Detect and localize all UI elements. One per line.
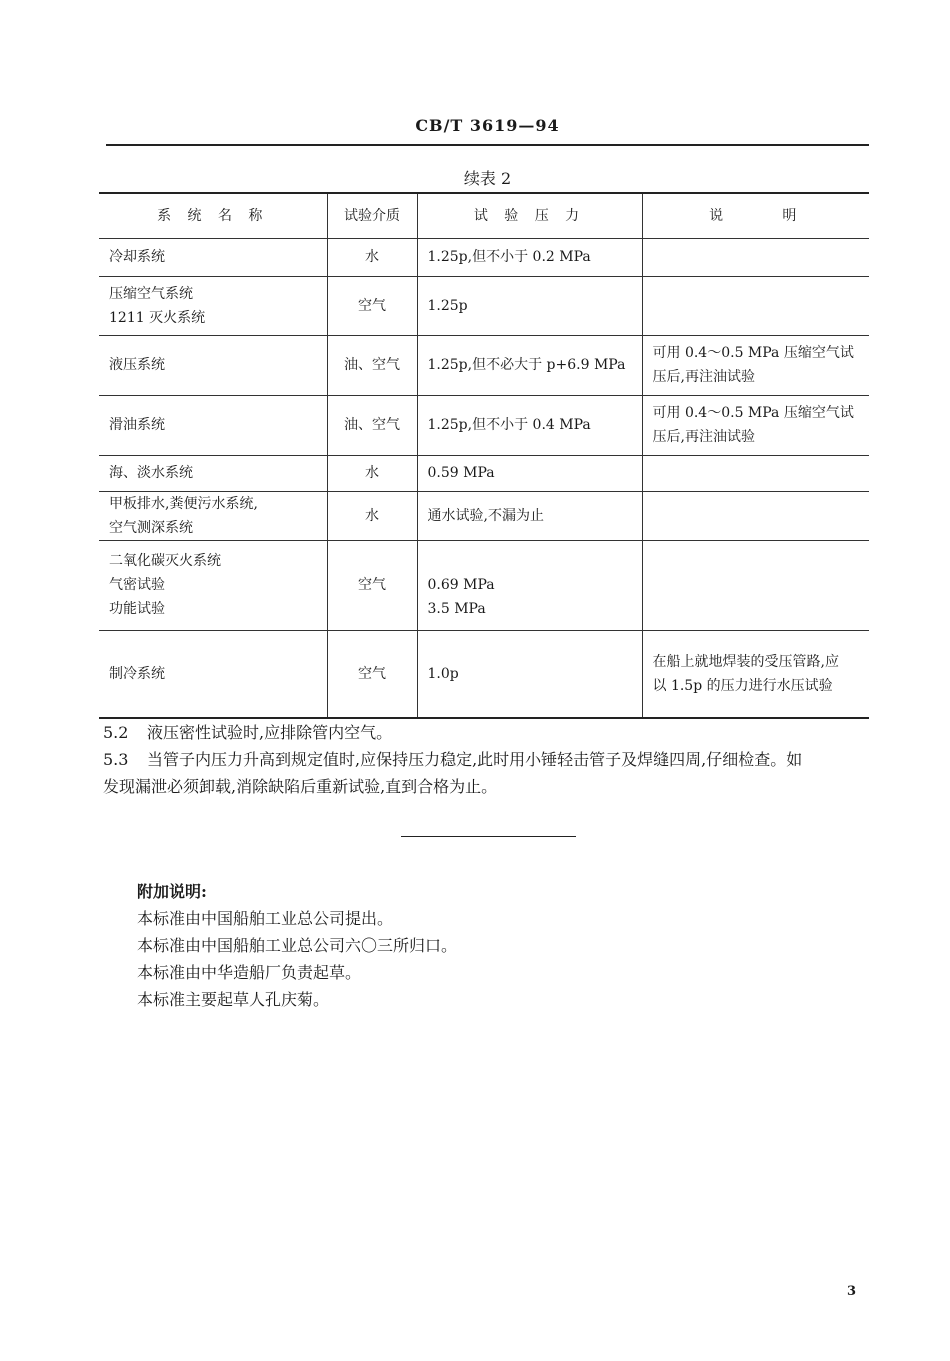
addendum-line: 本标准主要起草人孔庆菊。 xyxy=(137,990,330,1009)
medium-cell: 空气 xyxy=(327,276,417,335)
note-line: 以 1.5p 的压力进行水压试验 xyxy=(652,677,833,694)
note-cell xyxy=(642,455,869,491)
table-row xyxy=(99,540,869,630)
addendum-line: 本标准由中华造船厂负责起草。 xyxy=(137,963,362,982)
table-header-row xyxy=(99,193,869,238)
column-header-medium: 试验介质 xyxy=(327,193,417,238)
clause-text: 液压密性试验时,应排除管内空气。 xyxy=(147,723,393,742)
system-name: 压缩空气系统 xyxy=(109,285,193,302)
medium-cell: 油、空气 xyxy=(327,335,417,395)
pressure-value: 1.0p xyxy=(427,665,459,682)
system-cell xyxy=(99,395,327,455)
system-name: 海、淡水系统 xyxy=(109,465,193,481)
system-name: 制冷系统 xyxy=(109,665,165,682)
pressure-cell xyxy=(417,276,642,335)
pressure-value: 1.25p xyxy=(427,297,468,314)
table-row xyxy=(99,395,869,455)
pressure-value: 1.25p,但不小于 0.4 MPa xyxy=(427,417,591,433)
addendum-line: 本标准由中国船舶工业总公司六〇三所归口。 xyxy=(137,936,458,955)
system-cell xyxy=(99,276,327,335)
note-header-part: 明 xyxy=(782,207,803,224)
standard-code: CB/T 3619—94 xyxy=(415,116,560,135)
pressure-cell xyxy=(417,395,642,455)
note-line: 可用 0.4～0.5 MPa 压缩空气试 xyxy=(652,405,854,421)
pressure-cell xyxy=(417,455,642,491)
system-name: 1211 灭火系统 xyxy=(109,309,206,326)
medium-cell: 空气 xyxy=(327,630,417,718)
note-line: 可用 0.4～0.5 MPa 压缩空气试 xyxy=(652,345,854,361)
note-cell xyxy=(642,276,869,335)
system-cell xyxy=(99,238,327,276)
table-row xyxy=(99,491,869,540)
system-name: 气密试验 xyxy=(109,577,165,593)
pressure-value: 0.69 MPa xyxy=(427,577,495,593)
system-name: 空气测深系统 xyxy=(109,519,193,536)
header-rule xyxy=(106,144,869,146)
note-cell xyxy=(642,335,869,395)
note-line: 压后,再注油试验 xyxy=(652,429,755,445)
pressure-cell xyxy=(417,491,642,540)
clause-number: 5.3 xyxy=(103,750,129,769)
table-row xyxy=(99,276,869,335)
note-cell xyxy=(642,238,869,276)
note-cell xyxy=(642,395,869,455)
system-cell xyxy=(99,540,327,630)
note-header-part: 说 xyxy=(709,207,730,224)
note-cell xyxy=(642,491,869,540)
table-caption: 续表 2 xyxy=(463,169,512,188)
medium-cell: 水 xyxy=(327,455,417,491)
addendum xyxy=(137,878,457,1013)
pressure-test-table xyxy=(99,192,869,719)
pressure-value xyxy=(428,549,632,573)
table-row xyxy=(99,238,869,276)
page-number: 3 xyxy=(847,1284,857,1299)
pressure-cell xyxy=(417,238,642,276)
system-name: 甲板排水,粪便污水系统, xyxy=(109,495,258,512)
system-name: 功能试验 xyxy=(109,601,165,617)
clause-text: 当管子内压力升高到规定值时,应保持压力稳定,此时用小锤轻击管子及焊缝四周,仔细检查。如 xyxy=(147,750,803,769)
table-row xyxy=(99,455,869,491)
system-cell xyxy=(99,630,327,718)
pressure-value: 通水试验,不漏为止 xyxy=(427,507,544,524)
system-name: 滑油系统 xyxy=(109,417,165,433)
system-name: 液压系统 xyxy=(109,357,165,373)
medium-cell: 水 xyxy=(327,491,417,540)
medium-cell: 水 xyxy=(327,238,417,276)
clause-5-3-continuation: 发现漏泄必须卸载,消除缺陷后重新试验,直到合格为止。 xyxy=(103,777,498,796)
pressure-cell xyxy=(417,540,642,630)
clause-5-3 xyxy=(103,746,873,774)
system-name: 冷却系统 xyxy=(109,249,165,265)
addendum-heading: 附加说明: xyxy=(137,882,207,901)
pressure-value: 1.25p,但不小于 0.2 MPa xyxy=(427,249,591,265)
note-cell xyxy=(642,630,869,718)
table-row xyxy=(99,630,869,718)
system-cell xyxy=(99,491,327,540)
column-header-pressure: 试 验 压 力 xyxy=(417,193,642,238)
clause-number: 5.2 xyxy=(103,723,129,742)
note-line: 在船上就地焊装的受压管路,应 xyxy=(652,653,839,670)
clause-5-2 xyxy=(103,719,873,747)
system-cell xyxy=(99,455,327,491)
addendum-line: 本标准由中国船舶工业总公司提出。 xyxy=(137,909,394,928)
note-cell xyxy=(642,540,869,630)
medium-cell: 空气 xyxy=(327,540,417,630)
end-of-text-rule xyxy=(401,836,576,837)
medium-cell: 油、空气 xyxy=(327,395,417,455)
pressure-cell xyxy=(417,630,642,718)
pressure-value: 3.5 MPa xyxy=(427,601,486,617)
column-header-note xyxy=(642,193,869,238)
system-cell xyxy=(99,335,327,395)
pressure-value: 1.25p,但不必大于 p+6.9 MPa xyxy=(427,357,626,373)
pressure-cell xyxy=(417,335,642,395)
system-name: 二氧化碳灭火系统 xyxy=(109,553,221,569)
column-header-system: 系 统 名 称 xyxy=(99,193,327,238)
pressure-value: 0.59 MPa xyxy=(427,465,495,481)
table-row xyxy=(99,335,869,395)
note-line: 压后,再注油试验 xyxy=(652,369,755,385)
